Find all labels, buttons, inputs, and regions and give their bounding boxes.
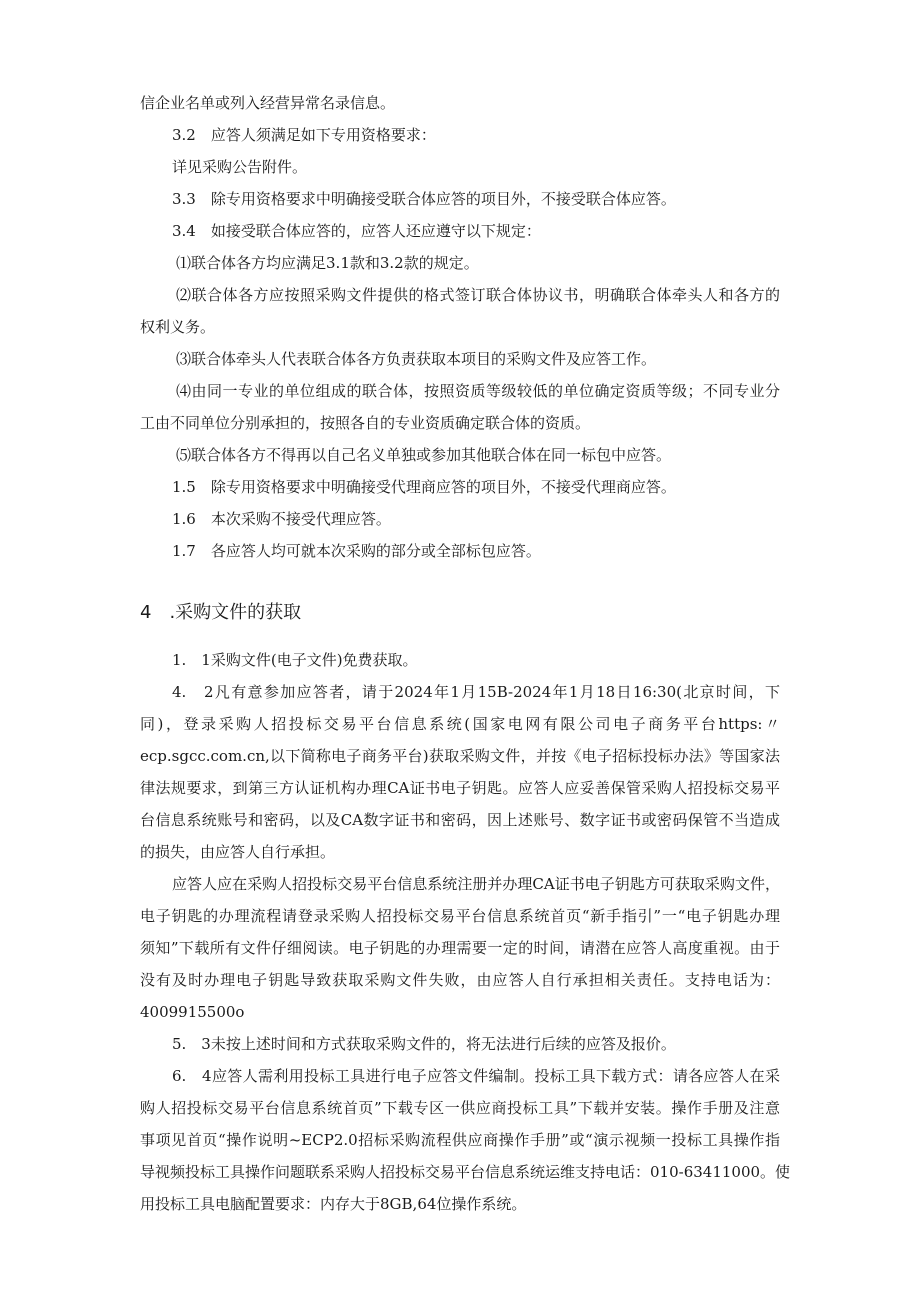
paragraph-line: 律法规要求，到第三方认证机构办理CA证书电子钥匙。应答人应妥善保管采购人招投标交易平 bbox=[140, 779, 780, 797]
clause-1-7: 1.7 各应答人均可就本次采购的部分或全部标包应答。 bbox=[172, 542, 541, 560]
support-phone: 4009915500o bbox=[140, 1003, 245, 1021]
sub-clause-2: ⑵联合体各方应按照采购文件提供的格式签订联合体协议书，明确联合体牵头人和各方的 bbox=[176, 286, 780, 304]
paragraph-line: 电子钥匙的办理流程请登录采购人招投标交易平台信息系统首页“新手指引”一“电子钥匙办理 bbox=[140, 907, 780, 925]
sub-clause-4: ⑷由同一专业的单位组成的联合体，按照资质等级较低的单位确定资质等级；不同专业分 bbox=[176, 382, 780, 400]
paragraph-line: 事项见首页“操作说明~ECP2.0招标采购流程供应商操作手册”或“演示视频一投标工具操作指 bbox=[140, 1131, 780, 1149]
paragraph-line: 工由不同单位分别承担的，按照各自的专业资质确定联合体的资质。 bbox=[140, 414, 591, 432]
clause-1-5: 1.5 除专用资格要求中明确接受代理商应答的项目外，不接受代理商应答。 bbox=[172, 478, 676, 496]
section-heading: 4 .采购文件的获取 bbox=[140, 602, 302, 623]
clause-3-2: 3.2 应答人须满足如下专用资格要求： bbox=[172, 126, 436, 144]
paragraph-line: ecp.sgcc.com.cn,以下简称电子商务平台)获取采购文件，并按《电子招标投标办法》等国家法 bbox=[140, 747, 780, 765]
paragraph-line: 用投标工具电脑配置要求：内存大于8GB,64位操作系统。 bbox=[140, 1195, 527, 1213]
clause-4-3: 5. 3未按上述时间和方式获取采购文件的，将无法进行后续的应答及报价。 bbox=[172, 1035, 676, 1053]
paragraph-line: 购人招投标交易平台信息系统首页”下载专区一供应商投标工具”下载并安装。操作手册及注意 bbox=[140, 1099, 780, 1117]
paragraph-line: 须知”下载所有文件仔细阅读。电子钥匙的办理需要一定的时间，请潜在应答人高度重视。由于 bbox=[140, 939, 780, 957]
sub-clause-3: ⑶联合体牵头人代表联合体各方负责获取本项目的采购文件及应答工作。 bbox=[176, 350, 657, 368]
paragraph-line: 权利义务。 bbox=[140, 318, 216, 336]
clause-4-4: 6. 4应答人需利用投标工具进行电子应答文件编制。投标工具下载方式：请各应答人在采 bbox=[172, 1067, 780, 1085]
paragraph-line: 导视频投标工具操作问题联系采购人招投标交易平台信息系统运维支持电话：010-63411000。使 bbox=[140, 1163, 791, 1181]
sub-clause-1: ⑴联合体各方均应满足3.1款和3.2款的规定。 bbox=[176, 254, 479, 272]
clause-4-1: 1. 1采购文件(电子文件)免费获取。 bbox=[172, 651, 418, 669]
paragraph-line: 信企业名单或列入经营异常名录信息。 bbox=[140, 94, 396, 112]
sub-clause-5: ⑸联合体各方不得再以自己名义单独或参加其他联合体在同一标包中应答。 bbox=[176, 446, 672, 464]
paragraph-line: 的损失，由应答人自行承担。 bbox=[140, 843, 336, 861]
clause-1-6: 1.6 本次采购不接受代理应答。 bbox=[172, 510, 391, 528]
paragraph-line: 详见采购公告附件。 bbox=[172, 158, 308, 176]
paragraph-line: 没有及时办理电子钥匙导致获取采购文件失败，由应答人自行承担相关责任。支持电话为： bbox=[140, 971, 780, 989]
clause-3-3: 3.3 除专用资格要求中明确接受联合体应答的项目外，不接受联合体应答。 bbox=[172, 190, 676, 208]
clause-3-4: 3.4 如接受联合体应答的，应答人还应遵守以下规定： bbox=[172, 222, 541, 240]
clause-4-2: 4. 2凡有意参加应答者，请于2024年1月15B-2024年1月18日16:30(北京时间，下 bbox=[172, 683, 780, 701]
paragraph-line: 台信息系统账号和密码，以及CA数字证书和密码，因上述账号、数字证书或密码保管不当造成 bbox=[140, 811, 780, 829]
paragraph-line: 应答人应在采购人招投标交易平台信息系统注册并办理CA证书电子钥匙方可获取采购文件， bbox=[172, 875, 780, 893]
paragraph-line: 同)，登录采购人招投标交易平台信息系统(国家电网有限公司电子商务平台https:〃 bbox=[140, 715, 780, 733]
